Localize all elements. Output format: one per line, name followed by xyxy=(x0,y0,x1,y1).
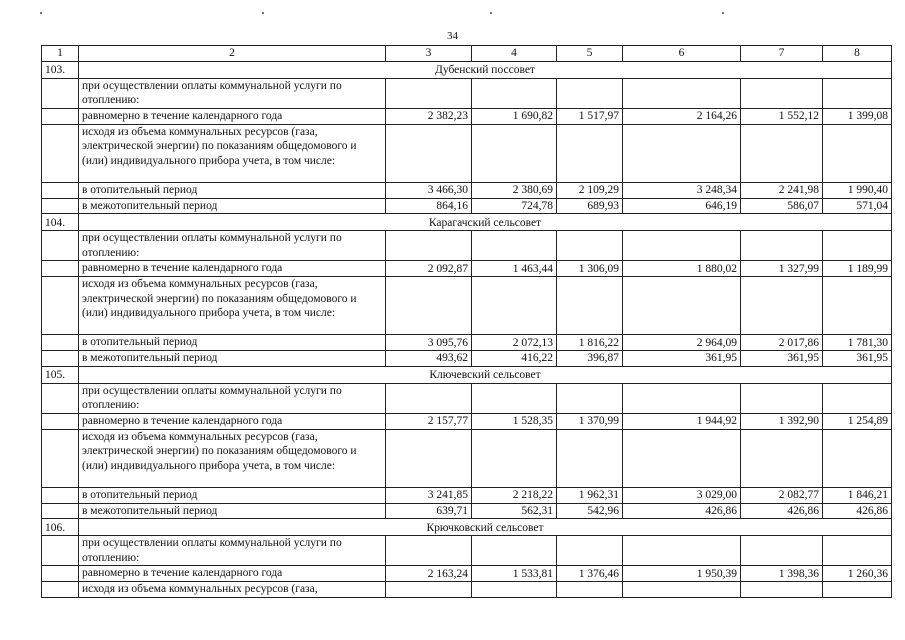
section-header-row xyxy=(42,519,892,536)
row-label: исходя из объема коммунальных ресурсов (газа, электрической энергии) по показаниям общедомового и (или) индивидуального прибора учета, в том числе: xyxy=(79,429,386,487)
value-cell: 1 816,22 xyxy=(557,335,623,351)
row-label: в отопительный период xyxy=(79,487,386,503)
table-row xyxy=(42,487,892,503)
value-cell: 416,22 xyxy=(472,351,557,367)
value-cell xyxy=(557,231,623,261)
value-cell xyxy=(823,124,892,182)
row-label: исходя из объема коммунальных ресурсов (газа, электрической энергии) по показаниям общедомового и (или) индивидуального прибора учета, в том числе: xyxy=(79,124,386,182)
value-cell: 2 218,22 xyxy=(472,487,557,503)
value-cell: 1 528,35 xyxy=(472,413,557,429)
row-label: в межотопительный период xyxy=(79,351,386,367)
value-cell: 2 072,13 xyxy=(472,335,557,351)
row-number-cell xyxy=(42,231,79,261)
value-cell xyxy=(472,536,557,566)
row-number-cell xyxy=(42,335,79,351)
row-label: равномерно в течение календарного года xyxy=(79,261,386,277)
value-cell: 3 241,85 xyxy=(386,487,472,503)
value-cell xyxy=(741,277,823,335)
scan-mark xyxy=(40,12,42,14)
row-number-cell xyxy=(42,261,79,277)
value-cell xyxy=(472,582,557,598)
table-row xyxy=(42,582,892,598)
value-cell xyxy=(623,582,741,598)
row-number-cell xyxy=(42,182,79,198)
row-label: равномерно в течение календарного года xyxy=(79,108,386,124)
value-cell xyxy=(823,536,892,566)
page-number: 34 xyxy=(447,30,458,42)
scan-mark xyxy=(490,12,492,14)
value-cell: 361,95 xyxy=(623,351,741,367)
header-row xyxy=(42,46,892,62)
value-cell: 864,16 xyxy=(386,198,472,214)
value-cell: 1 690,82 xyxy=(472,108,557,124)
table-row xyxy=(42,566,892,582)
value-cell xyxy=(557,277,623,335)
value-cell xyxy=(472,383,557,413)
value-cell: 2 382,23 xyxy=(386,108,472,124)
value-cell xyxy=(823,582,892,598)
value-cell xyxy=(557,536,623,566)
column-header: 7 xyxy=(741,46,823,62)
value-cell: 724,78 xyxy=(472,198,557,214)
value-cell xyxy=(557,582,623,598)
section-title: Карагачский сельсовет xyxy=(79,214,892,231)
table-body xyxy=(42,46,892,598)
value-cell: 1 463,44 xyxy=(472,261,557,277)
value-cell xyxy=(386,536,472,566)
value-cell xyxy=(557,383,623,413)
table-row xyxy=(42,198,892,214)
row-number-cell xyxy=(42,582,79,598)
value-cell xyxy=(386,429,472,487)
row-number-cell xyxy=(42,383,79,413)
table-row xyxy=(42,108,892,124)
value-cell: 1 846,21 xyxy=(823,487,892,503)
table-row xyxy=(42,182,892,198)
value-cell xyxy=(386,277,472,335)
row-label: в межотопительный период xyxy=(79,503,386,519)
value-cell: 3 095,76 xyxy=(386,335,472,351)
value-cell xyxy=(386,231,472,261)
table-row xyxy=(42,335,892,351)
value-cell xyxy=(386,124,472,182)
table-row xyxy=(42,231,892,261)
column-header: 5 xyxy=(557,46,623,62)
value-cell xyxy=(741,383,823,413)
value-cell: 1 260,36 xyxy=(823,566,892,582)
value-cell xyxy=(823,383,892,413)
row-number-cell xyxy=(42,108,79,124)
value-cell xyxy=(623,78,741,108)
value-cell: 1 392,90 xyxy=(741,413,823,429)
value-cell xyxy=(741,231,823,261)
row-number-cell xyxy=(42,198,79,214)
value-cell: 2 241,98 xyxy=(741,182,823,198)
row-label: при осуществлении оплаты коммунальной услуги по отоплению: xyxy=(79,536,386,566)
scan-mark xyxy=(262,12,264,14)
value-cell: 426,86 xyxy=(623,503,741,519)
value-cell: 2 163,24 xyxy=(386,566,472,582)
row-label: в отопительный период xyxy=(79,335,386,351)
value-cell: 542,96 xyxy=(557,503,623,519)
table-row xyxy=(42,429,892,487)
value-cell: 1 399,08 xyxy=(823,108,892,124)
value-cell: 2 017,86 xyxy=(741,335,823,351)
table-row xyxy=(42,351,892,367)
value-cell: 1 880,02 xyxy=(623,261,741,277)
value-cell: 1 189,99 xyxy=(823,261,892,277)
value-cell: 2 082,77 xyxy=(741,487,823,503)
value-cell: 426,86 xyxy=(741,503,823,519)
table-row xyxy=(42,536,892,566)
value-cell xyxy=(386,78,472,108)
row-number-cell xyxy=(42,429,79,487)
section-header-row xyxy=(42,214,892,231)
row-label: исходя из объема коммунальных ресурсов (газа, xyxy=(79,582,386,598)
row-number-cell xyxy=(42,487,79,503)
value-cell: 1 990,40 xyxy=(823,182,892,198)
tariff-table xyxy=(41,45,892,598)
value-cell: 646,19 xyxy=(623,198,741,214)
column-header: 3 xyxy=(386,46,472,62)
value-cell xyxy=(557,78,623,108)
row-label: в межотопительный период xyxy=(79,198,386,214)
value-cell: 2 164,26 xyxy=(623,108,741,124)
value-cell xyxy=(472,124,557,182)
value-cell: 2 109,29 xyxy=(557,182,623,198)
row-label: при осуществлении оплаты коммунальной услуги по отоплению: xyxy=(79,231,386,261)
section-number: 105. xyxy=(42,366,79,383)
value-cell xyxy=(823,231,892,261)
value-cell xyxy=(623,536,741,566)
value-cell: 1 517,97 xyxy=(557,108,623,124)
section-title: Дубенский поссовет xyxy=(79,61,892,78)
section-number: 104. xyxy=(42,214,79,231)
value-cell xyxy=(472,429,557,487)
row-number-cell xyxy=(42,277,79,335)
row-label: исходя из объема коммунальных ресурсов (газа, электрической энергии) по показаниям общедомового и (или) индивидуального прибора учета, в том числе: xyxy=(79,277,386,335)
value-cell: 2 092,87 xyxy=(386,261,472,277)
section-title: Крючковский сельсовет xyxy=(79,519,892,536)
column-header: 6 xyxy=(623,46,741,62)
column-header: 1 xyxy=(42,46,79,62)
value-cell: 426,86 xyxy=(823,503,892,519)
column-header: 8 xyxy=(823,46,892,62)
value-cell xyxy=(557,429,623,487)
section-header-row xyxy=(42,366,892,383)
value-cell: 1 254,89 xyxy=(823,413,892,429)
row-label: при осуществлении оплаты коммунальной услуги по отоплению: xyxy=(79,383,386,413)
column-header: 2 xyxy=(79,46,386,62)
row-number-cell xyxy=(42,351,79,367)
table-row xyxy=(42,413,892,429)
row-number-cell xyxy=(42,413,79,429)
value-cell xyxy=(823,429,892,487)
row-number-cell xyxy=(42,503,79,519)
column-header: 4 xyxy=(472,46,557,62)
value-cell xyxy=(623,231,741,261)
value-cell xyxy=(741,124,823,182)
row-number-cell xyxy=(42,124,79,182)
row-number-cell xyxy=(42,566,79,582)
value-cell: 1 781,30 xyxy=(823,335,892,351)
value-cell xyxy=(472,78,557,108)
section-title: Ключевский сельсовет xyxy=(79,366,892,383)
value-cell xyxy=(741,536,823,566)
value-cell: 361,95 xyxy=(823,351,892,367)
table-row xyxy=(42,277,892,335)
value-cell: 1 376,46 xyxy=(557,566,623,582)
value-cell xyxy=(386,383,472,413)
value-cell xyxy=(472,277,557,335)
value-cell xyxy=(741,582,823,598)
value-cell: 1 533,81 xyxy=(472,566,557,582)
section-header-row xyxy=(42,61,892,78)
row-label: в отопительный период xyxy=(79,182,386,198)
value-cell: 2 380,69 xyxy=(472,182,557,198)
value-cell: 3 029,00 xyxy=(623,487,741,503)
value-cell: 3 466,30 xyxy=(386,182,472,198)
value-cell xyxy=(741,78,823,108)
value-cell xyxy=(823,277,892,335)
row-label: при осуществлении оплаты коммунальной услуги по отоплению: xyxy=(79,78,386,108)
value-cell: 639,71 xyxy=(386,503,472,519)
value-cell xyxy=(623,383,741,413)
section-number: 106. xyxy=(42,519,79,536)
section-number: 103. xyxy=(42,61,79,78)
value-cell: 586,07 xyxy=(741,198,823,214)
value-cell: 1 306,09 xyxy=(557,261,623,277)
scan-mark xyxy=(722,12,724,14)
value-cell xyxy=(386,582,472,598)
value-cell: 2 964,09 xyxy=(623,335,741,351)
value-cell: 3 248,34 xyxy=(623,182,741,198)
value-cell: 562,31 xyxy=(472,503,557,519)
value-cell xyxy=(741,429,823,487)
value-cell xyxy=(623,277,741,335)
value-cell xyxy=(472,231,557,261)
table-row xyxy=(42,124,892,182)
value-cell: 1 950,39 xyxy=(623,566,741,582)
table-row xyxy=(42,261,892,277)
value-cell: 1 370,99 xyxy=(557,413,623,429)
value-cell: 2 157,77 xyxy=(386,413,472,429)
value-cell: 1 398,36 xyxy=(741,566,823,582)
value-cell: 1 327,99 xyxy=(741,261,823,277)
value-cell: 1 552,12 xyxy=(741,108,823,124)
value-cell: 1 944,92 xyxy=(623,413,741,429)
row-number-cell xyxy=(42,536,79,566)
value-cell: 571,04 xyxy=(823,198,892,214)
table-row xyxy=(42,383,892,413)
value-cell: 1 962,31 xyxy=(557,487,623,503)
value-cell: 361,95 xyxy=(741,351,823,367)
value-cell xyxy=(623,429,741,487)
value-cell xyxy=(823,78,892,108)
table-row xyxy=(42,503,892,519)
value-cell: 689,93 xyxy=(557,198,623,214)
row-label: равномерно в течение календарного года xyxy=(79,566,386,582)
row-label: равномерно в течение календарного года xyxy=(79,413,386,429)
table-row xyxy=(42,78,892,108)
value-cell: 493,62 xyxy=(386,351,472,367)
row-number-cell xyxy=(42,78,79,108)
value-cell: 396,87 xyxy=(557,351,623,367)
value-cell xyxy=(557,124,623,182)
value-cell xyxy=(623,124,741,182)
